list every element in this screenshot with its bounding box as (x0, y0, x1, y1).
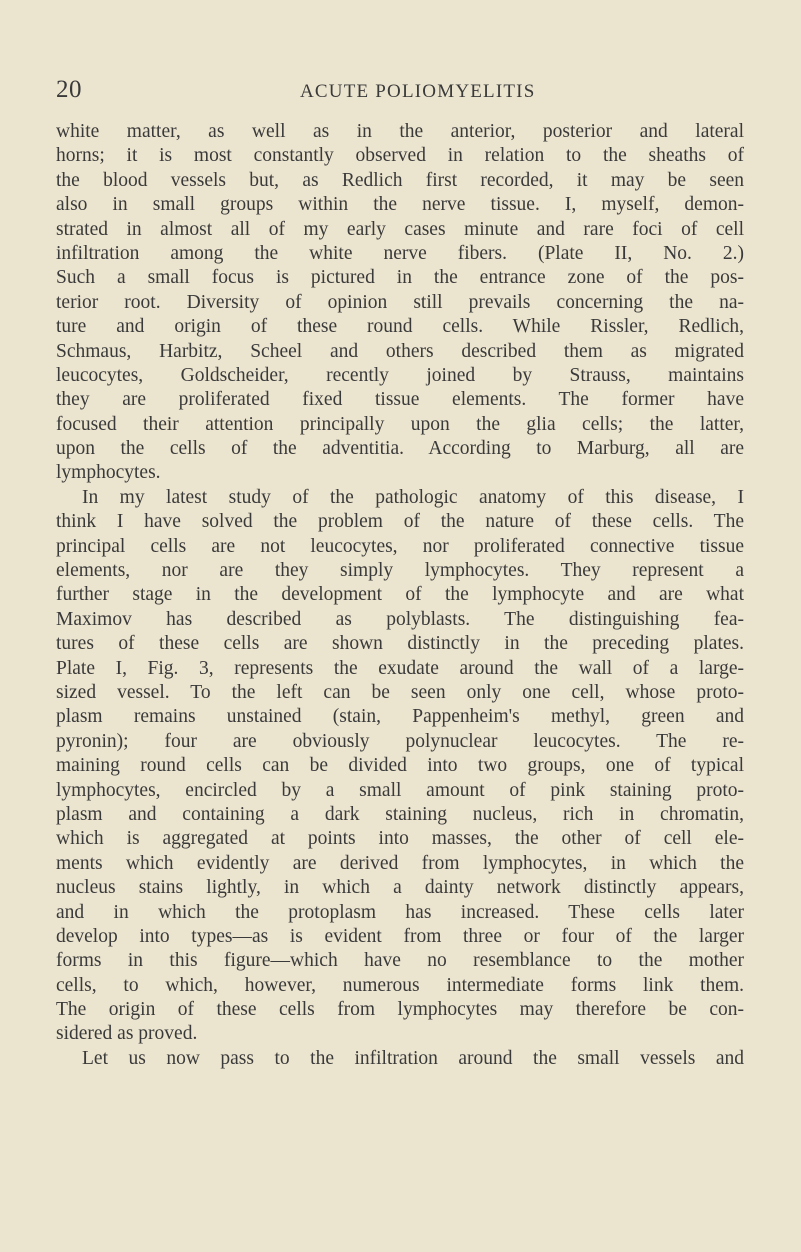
text-line: lymphocytes, encircled by a small amount of pink staining proto- (56, 779, 744, 801)
text-line: also in small groups within the nerve tissue. I, myself, demon- (56, 194, 744, 216)
text-line: ture and origin of these round cells. While Rissler, Redlich, (56, 316, 744, 338)
text-line: strated in almost all of my early cases minute and rare foci of cell (56, 218, 744, 240)
paragraph-end-line: lymphocytes. (56, 462, 161, 484)
text-line: Such a small focus is pictured in the entrance zone of the pos- (56, 267, 744, 289)
body-text (56, 120, 744, 1071)
text-line: develop into types—as is evident from three or four of the larger (56, 925, 744, 947)
text-line: white matter, as well as in the anterior, posterior and lateral (56, 121, 744, 142)
text-line: maining round cells can be divided into two groups, one of typical (56, 755, 744, 777)
paragraph-end-line: sidered as proved. (56, 1023, 198, 1045)
text-line: Plate I, Fig. 3, represents the exudate around the wall of a large- (56, 657, 744, 679)
text-line: terior root. Diversity of opinion still prevails concerning the na- (56, 291, 744, 313)
text-line: further stage in the development of the lymphocyte and are what (56, 584, 744, 606)
text-line: horns; it is most constantly observed in relation to the sheaths of (56, 145, 744, 167)
paragraph-first-line: In my latest study of the pathologic anatomy of this disease, I (82, 486, 744, 508)
text-line: The origin of these cells from lymphocytes may therefore be con- (56, 999, 744, 1021)
text-line: tures of these cells are shown distinctly in the preceding plates. (56, 633, 744, 655)
text-line: principal cells are not leucocytes, nor proliferated connective tissue (56, 535, 744, 557)
text-line: Maximov has described as polyblasts. The distinguishing fea- (56, 608, 744, 630)
text-line: plasm and containing a dark staining nucleus, rich in chromatin, (56, 803, 744, 825)
text-line: Schmaus, Harbitz, Scheel and others described them as migrated (56, 340, 744, 362)
text-line: they are proliferated fixed tissue elements. The former have (56, 389, 744, 411)
text-line: sized vessel. To the left can be seen only one cell, whose proto- (56, 681, 744, 703)
text-line: forms in this figure—which have no resemblance to the mother (56, 950, 744, 972)
text-line: infiltration among the white nerve fibers. (Plate II, No. 2.) (56, 242, 744, 264)
paragraph-first-line: Let us now pass to the infiltration around the small vessels and (82, 1047, 744, 1069)
text-line: elements, nor are they simply lymphocytes. They represent a (56, 560, 744, 582)
text-line: pyronin); four are obviously polynuclear leucocytes. The re- (56, 730, 744, 752)
page-number: 20 (56, 76, 82, 103)
text-line: ments which evidently are derived from lymphocytes, in which the (56, 852, 744, 874)
text-line: focused their attention principally upon the glia cells; the latter, (56, 413, 744, 435)
text-line: leucocytes, Goldscheider, recently joined by Strauss, maintains (56, 364, 744, 386)
text-line: upon the cells of the adventitia. According to Marburg, all are (56, 438, 744, 460)
text-line: which is aggregated at points into masses, the other of cell ele- (56, 828, 744, 850)
text-line: nucleus stains lightly, in which a dainty network distinctly appears, (56, 877, 744, 899)
running-head: ACUTE POLIOMYELITIS (300, 81, 536, 102)
page-header (56, 76, 746, 106)
text-line: think I have solved the problem of the nature of these cells. The (56, 511, 744, 533)
text-line: and in which the protoplasm has increased. These cells later (56, 901, 744, 923)
text-line: cells, to which, however, numerous intermediate forms link them. (56, 974, 744, 996)
text-line: plasm remains unstained (stain, Pappenheim's methyl, green and (56, 706, 744, 728)
text-line: the blood vessels but, as Redlich first recorded, it may be seen (56, 169, 744, 191)
